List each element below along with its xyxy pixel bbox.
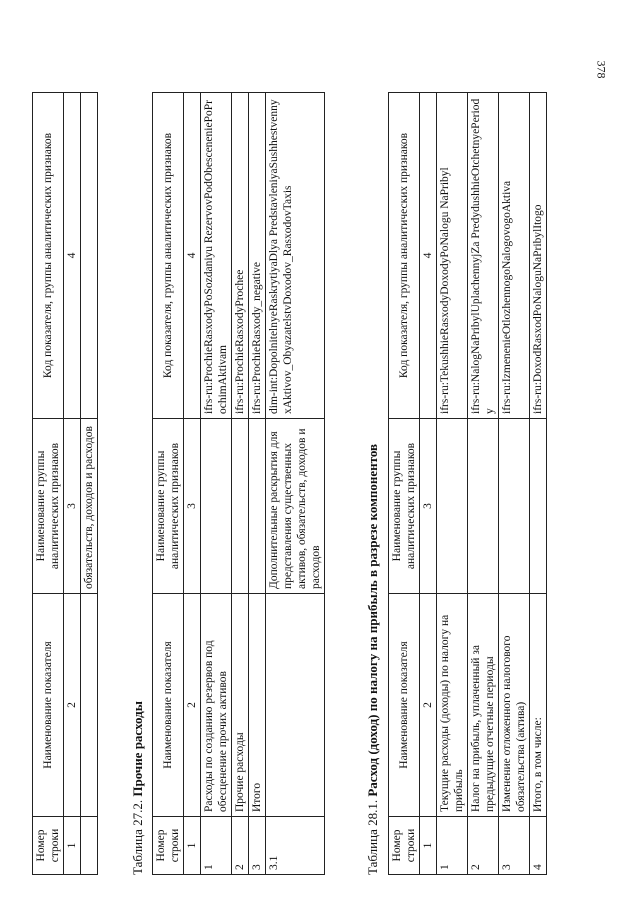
header-row-no: Номер строки <box>153 817 184 875</box>
row-no: 3 <box>249 817 266 875</box>
col-num-4: 4 <box>184 93 201 419</box>
row-no: 2 <box>232 817 249 875</box>
caption-title: Расход (доход) по налогу на прибыль в разрезе компонентов <box>365 443 380 797</box>
col-num-3: 3 <box>64 419 81 594</box>
row-code: ifrs-ru:NalogNaPribylUplachennyjZa PredydushhieOtchetnyePeriody <box>468 93 499 419</box>
row-no: 4 <box>530 817 547 875</box>
table-28-1 <box>388 92 547 875</box>
header-row <box>389 93 420 875</box>
row-code <box>81 93 98 419</box>
row-name <box>81 594 98 817</box>
table-27-2 <box>152 92 325 875</box>
header-group-code: Код показателя, группы аналитических признаков <box>389 93 420 419</box>
row-name: Прочие расходы <box>232 594 249 817</box>
rotated-page-content <box>20 40 620 885</box>
header-row-no: Номер строки <box>389 817 420 875</box>
row-code: ifrs-ru:ProchieRasxodyPoSozdaniyu RezervovPodObesceneniePoProchimAktivam <box>201 93 232 419</box>
col-num-1: 1 <box>64 817 81 875</box>
col-num-2: 2 <box>64 594 81 817</box>
row-no: 1 <box>201 817 232 875</box>
row-group-name <box>468 419 499 594</box>
caption-title: Прочие расходы <box>130 701 145 797</box>
header-row-no: Номер строки <box>33 817 64 875</box>
col-num-4: 4 <box>420 93 437 419</box>
col-num-2: 2 <box>420 594 437 817</box>
caption-table-28-1 <box>365 444 381 875</box>
row-no: 3.1 <box>266 817 325 875</box>
row-no: 3 <box>499 817 530 875</box>
row-code: ifrs-ru:TekushhieRasxodyDoxodyPoNalogu NaPribyl <box>437 93 468 419</box>
header-name: Наименование показателя <box>153 594 184 817</box>
caption-prefix: Таблица 27.2. <box>130 799 145 875</box>
row-no <box>81 817 98 875</box>
row-name: Итого, в том числе: <box>530 594 547 817</box>
col-num-3: 3 <box>420 419 437 594</box>
row-code: ifrs-ru:ProchieRasxody_negative <box>249 93 266 419</box>
table-row <box>499 93 530 875</box>
col-num-4: 4 <box>64 93 81 419</box>
table-continuation <box>32 92 98 875</box>
col-num-1: 1 <box>184 817 201 875</box>
row-group-name: обязательств, доходов и расходов <box>81 419 98 594</box>
row-group-name <box>232 419 249 594</box>
row-no: 1 <box>437 817 468 875</box>
row-code: ifrs-ru:IzmenenieOtlozhennogoNalogovogoAktiva <box>499 93 530 419</box>
row-name: Итого <box>249 594 266 817</box>
header-group-name: Наименование группы аналитических признаков <box>33 419 64 594</box>
header-group-name: Наименование группы аналитических признаков <box>389 419 420 594</box>
column-number-row <box>64 93 81 875</box>
row-name <box>266 594 325 817</box>
row-no: 2 <box>468 817 499 875</box>
table-row <box>81 93 98 875</box>
row-code: ifrs-ru:DoxodRasxodPoNaloguNaPribylItogo <box>530 93 547 419</box>
caption-table-27-2 <box>130 701 146 875</box>
row-group-name <box>530 419 547 594</box>
table-row <box>530 93 547 875</box>
row-group-name <box>249 419 266 594</box>
caption-prefix: Таблица 28.1. <box>365 799 380 875</box>
header-name: Наименование показателя <box>33 594 64 817</box>
row-group-name <box>499 419 530 594</box>
row-code: dim-int:DopolnitelnyeRaskrytiyaDlya PredstavleniyaSushhestvennyxAktivov_ObyazatelstvDoxodov_RasxodovTaxis <box>266 93 325 419</box>
table-row <box>201 93 232 875</box>
header-group-code: Код показателя, группы аналитических признаков <box>33 93 64 419</box>
row-group-name <box>437 419 468 594</box>
column-number-row <box>184 93 201 875</box>
table-row <box>468 93 499 875</box>
table-row <box>232 93 249 875</box>
row-group-name: Дополнительные раскрытия для представления существенных активов, обязательств, доходов и расходов <box>266 419 325 594</box>
header-group-code: Код показателя, группы аналитических признаков <box>153 93 184 419</box>
page-number: 378 <box>594 60 609 79</box>
row-code: ifrs-ru:ProchieRasxodyProchee <box>232 93 249 419</box>
header-name: Наименование показателя <box>389 594 420 817</box>
column-number-row <box>420 93 437 875</box>
col-num-1: 1 <box>420 817 437 875</box>
row-name: Налог на прибыль, уплаченный за предыдущие отчетные периоды <box>468 594 499 817</box>
col-num-2: 2 <box>184 594 201 817</box>
col-num-3: 3 <box>184 419 201 594</box>
header-row <box>153 93 184 875</box>
header-group-name: Наименование группы аналитических признаков <box>153 419 184 594</box>
row-name: Изменение отложенного налогового обязательства (актива) <box>499 594 530 817</box>
table-row <box>249 93 266 875</box>
row-group-name <box>201 419 232 594</box>
table-row <box>437 93 468 875</box>
header-row <box>33 93 64 875</box>
table-row <box>266 93 325 875</box>
row-name: Расходы по созданию резервов под обесценение прочих активов <box>201 594 232 817</box>
row-name: Текущие расходы (доходы) по налогу на прибыль <box>437 594 468 817</box>
